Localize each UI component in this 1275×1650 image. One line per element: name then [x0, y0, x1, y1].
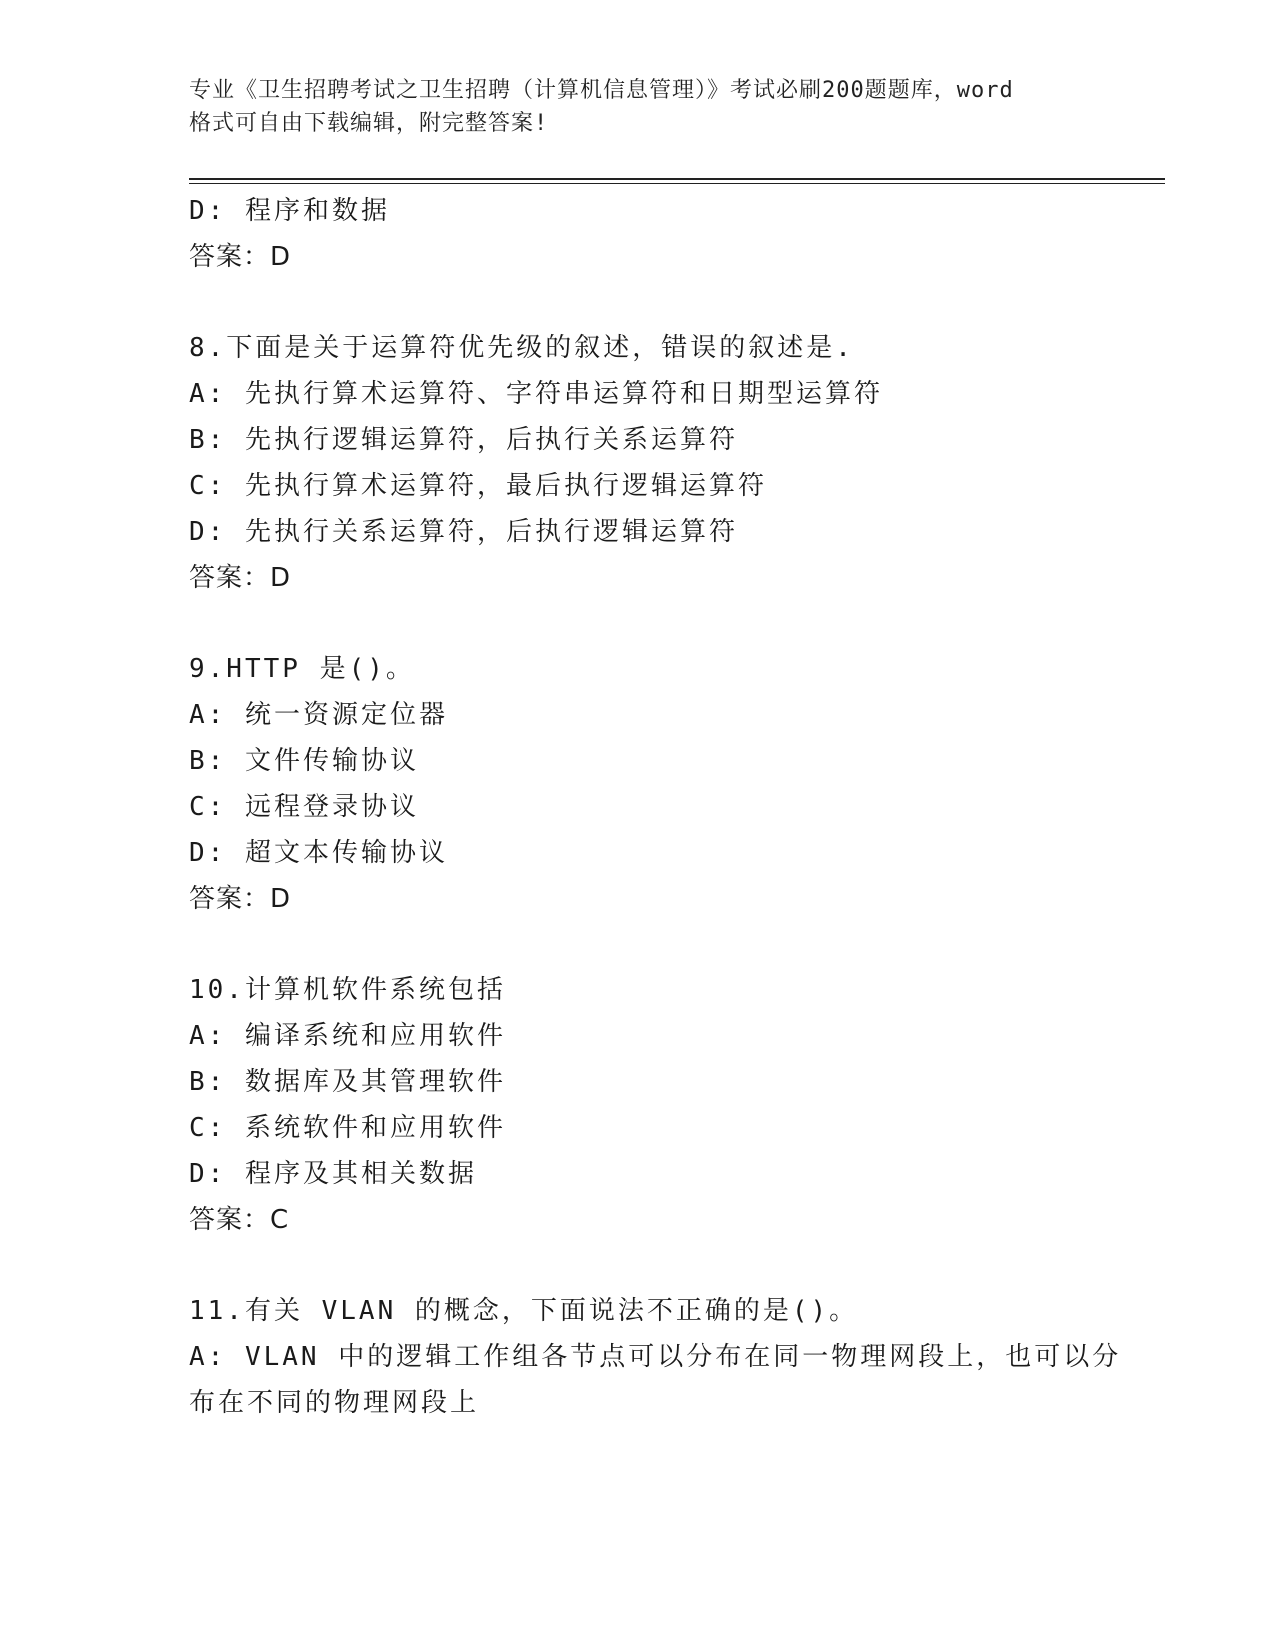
option-d: D: 程序及其相关数据: [189, 1159, 477, 1189]
spacer: [189, 1243, 1089, 1288]
spacer: [189, 601, 1089, 646]
option-b: B: 先执行逻辑运算符，后执行关系运算符: [189, 425, 738, 455]
option-a: A: 先执行算术运算符、字符串运算符和日期型运算符: [189, 379, 883, 409]
option-a: A: VLAN 中的逻辑工作组各节点可以分布在同一物理网段上，也可以分: [189, 1342, 1122, 1372]
option-d: D: 超文本传输协议: [189, 838, 448, 868]
answer-line: 答案：C: [189, 1205, 290, 1235]
spacer: [189, 922, 1089, 967]
option-a-continuation: 布在不同的物理网段上: [189, 1388, 480, 1418]
question-block-9: [189, 646, 1089, 922]
question-text: 8.下面是关于运算符优先级的叙述，错误的叙述是.: [189, 333, 854, 363]
option-c: C: 远程登录协议: [189, 792, 419, 822]
answer-line: 答案：D: [189, 563, 292, 593]
header-title-line-1: 专业《卫生招聘考试之卫生招聘（计算机信息管理）》考试必刷200题题库，word: [189, 78, 1014, 103]
question-block-10: [189, 967, 1089, 1243]
question-text: 10.计算机软件系统包括: [189, 975, 506, 1005]
header-rule-thick: [189, 178, 1165, 180]
spacer: [189, 280, 1089, 325]
question-text: 9.HTTP 是()。: [189, 654, 415, 684]
question-block-11: [189, 1288, 1122, 1426]
option-a: A: 统一资源定位器: [189, 700, 448, 730]
answer-line: 答案：D: [189, 242, 292, 272]
question-text: 11.有关 VLAN 的概念，下面说法不正确的是()。: [189, 1296, 859, 1326]
option-b: B: 数据库及其管理软件: [189, 1067, 506, 1097]
option-a: A: 编译系统和应用软件: [189, 1021, 506, 1051]
header-title-line-2: 格式可自由下载编辑，附完整答案!: [189, 111, 549, 136]
option-c: C: 系统软件和应用软件: [189, 1113, 506, 1143]
option-d: D: 程序和数据: [189, 196, 390, 226]
document-header: [189, 74, 1089, 140]
header-rule-thin: [189, 183, 1165, 184]
question-block-8: [189, 325, 1089, 601]
option-c: C: 先执行算术运算符，最后执行逻辑运算符: [189, 471, 767, 501]
document-body: [189, 188, 1122, 1426]
option-d: D: 先执行关系运算符，后执行逻辑运算符: [189, 517, 738, 547]
answer-line: 答案：D: [189, 884, 292, 914]
option-b: B: 文件传输协议: [189, 746, 419, 776]
question-block-7-tail: [189, 188, 1089, 280]
